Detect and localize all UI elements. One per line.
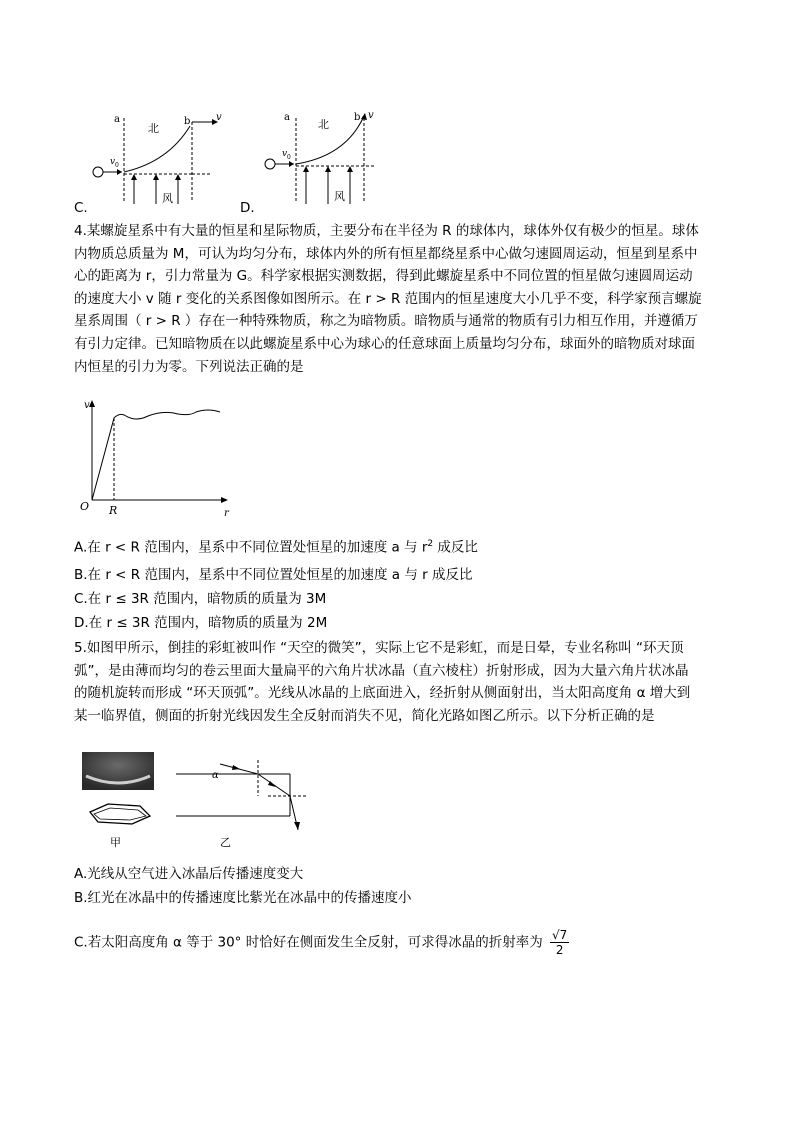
v-label: v [368, 110, 374, 121]
stem-line: 4.某螺旋星系中有大量的恒星和星际物质，主要分布在半径为 R 的球体内，球体外仅有极少的恒星。球体 [74, 223, 699, 239]
v0-sub-label: 0 [287, 154, 291, 161]
q4-option-b[interactable]: B.在 r < R 范围内，星系中不同位置处恒星的加速度 a 与 r 成反比 [74, 567, 473, 583]
figure-jia [78, 750, 158, 850]
q4-option-a[interactable] [74, 534, 478, 558]
stem-line: 有引力定律。已知暗物质在以此螺旋星系中心为球心的任意球面上质量均匀分布，球面外的暗物质对球面 [74, 335, 695, 352]
option-d-label: D. [240, 200, 255, 216]
wind-label: 风 [334, 190, 345, 203]
option-text: 成反比 [433, 539, 478, 556]
exponent: 2 [427, 539, 434, 549]
option-text: C.若太阳高度角 α 等于 30° 时恰好在侧面发生全反射，可求得冰晶的折射率为 [74, 934, 543, 951]
stem-line: 5.如图甲所示，倒挂的彩虹被叫作 “天空的微笑”，实际上它不是彩虹，而是日晕，专业名称叫 “环天顶 [74, 640, 684, 656]
axis-r-label: r [224, 508, 229, 518]
stem-line: 内物质总质量为 M，可认为均匀分布，球体内外的所有恒星都绕星系中心做匀速圆周运动，恒星到星系中 [74, 245, 698, 262]
q5-option-b[interactable]: B.红光在冰晶中的传播速度比紫光在冰晶中的传播速度小 [74, 890, 412, 906]
stem-line: 某一临界值，侧面的折射光线因发生全反射而消失不见，简化光路如图乙所示。以下分析正确的是 [74, 707, 655, 724]
stem-line: 弧”，是由薄而均匀的卷云里面大量扁平的六角片状冰晶（直六棱柱）折射形成，因为大量六角片状冰晶 [74, 662, 689, 679]
figure-option-c [88, 112, 228, 204]
stem-line: 的随机旋转而形成 “环天顶弧”。光线从冰晶的上底面进入，经折射从侧面射出，当太阳高度角 α 增大到 [74, 685, 691, 702]
wind-label: 风 [162, 192, 173, 204]
question-4-stem [74, 220, 724, 378]
stem-line: 内恒星的引力为零。下列说法正确的是 [74, 358, 304, 375]
line-a-label: a [114, 114, 120, 125]
fraction-denominator: 2 [555, 943, 564, 957]
q5-option-c[interactable] [74, 928, 569, 957]
velocity-radius-graph [74, 396, 234, 518]
stem-line: 心的距离为 r，引力常量为 G。科学家根据实测数据，得到此螺旋星系中不同位置的恒星做匀速圆周运动 [74, 268, 693, 285]
option-c-label: C. [74, 200, 88, 216]
stem-line: 的速度大小 v 随 r 变化的关系图像如图所示。在 r > R 范围内的恒星速度大小几乎不变，科学家预言螺旋 [74, 290, 702, 307]
line-a-label: a [284, 112, 290, 123]
fraction-numerator: √7 [552, 928, 568, 942]
q4-option-c[interactable]: C.在 r ≤ 3R 范围内，暗物质的质量为 3M [74, 591, 327, 607]
fig-yi-label: 乙 [220, 836, 231, 849]
radius-R-label: R [109, 504, 118, 517]
line-b-label: b [354, 112, 361, 123]
fig-jia-label: 甲 [110, 836, 121, 849]
line-b-label: b [184, 116, 191, 127]
alpha-label: α [212, 770, 219, 781]
stem-line: 星系周围（ r > R ）存在一种特殊物质，称之为暗物质。暗物质与通常的物质有引力相互作用，并遵循万 [74, 313, 698, 330]
origin-label: O [80, 500, 90, 513]
north-label: 北 [148, 122, 159, 135]
v0-label: v [282, 149, 288, 159]
v-label: v [216, 112, 222, 123]
option-text: A.在 r < R 范围内，星系中不同位置处恒星的加速度 a 与 r [74, 539, 428, 556]
refractive-index-fraction [550, 928, 569, 957]
q5-option-a[interactable]: A.光线从空气进入冰晶后传播速度变大 [74, 866, 304, 882]
q4-option-d[interactable]: D.在 r ≤ 3R 范围内，暗物质的质量为 2M [74, 615, 328, 631]
v0-label: v [110, 157, 116, 167]
axis-v-label: v [84, 400, 90, 411]
figure-option-d [256, 108, 396, 204]
north-label: 北 [318, 118, 329, 131]
question-5-stem [74, 637, 724, 727]
figure-yi [170, 756, 310, 852]
v0-sub-label: 0 [115, 162, 119, 169]
